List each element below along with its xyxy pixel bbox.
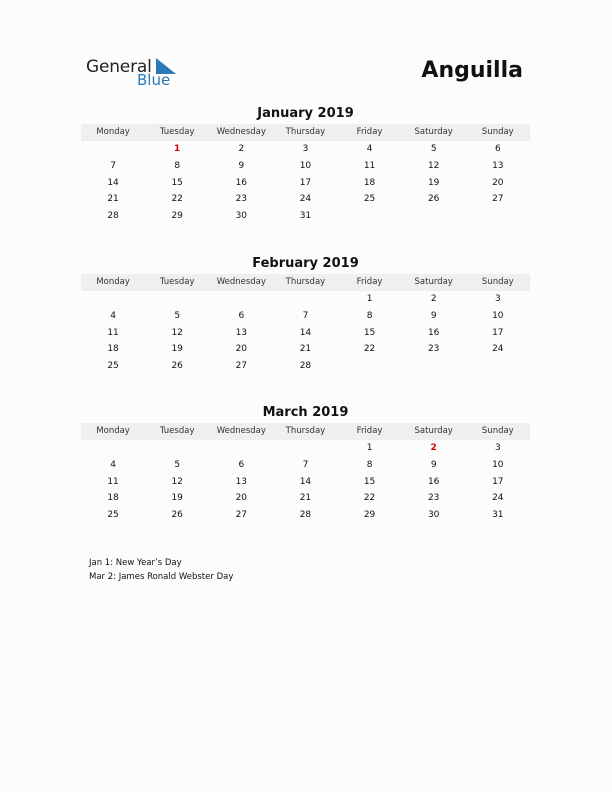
day-cell: 22 (363, 344, 376, 355)
week-row (81, 191, 530, 208)
weekday-label: Sunday (481, 426, 514, 436)
weekday-label: Saturday (414, 127, 453, 137)
month-calendar (81, 255, 530, 375)
day-cell: 27 (492, 194, 504, 205)
day-cell: 21 (107, 194, 119, 205)
week-row (81, 175, 530, 192)
weekday-label: Friday (356, 277, 383, 287)
day-cell: 15 (363, 327, 376, 338)
day-cell: 20 (235, 344, 248, 355)
day-cell: 2 (238, 144, 245, 154)
day-cell: 28 (299, 510, 312, 521)
day-cell (145, 291, 209, 308)
day-cell: 30 (427, 510, 440, 521)
day-cell: 12 (427, 160, 440, 171)
day-cell: 15 (171, 177, 183, 188)
weekday-label: Thursday (285, 426, 326, 436)
holiday-date: 1 (174, 144, 181, 154)
day-cell: 23 (427, 344, 440, 355)
day-cell: 27 (235, 361, 248, 372)
day-cell: 17 (492, 327, 504, 338)
day-cell: 29 (171, 211, 183, 222)
weekday-label: Monday (96, 277, 130, 287)
holiday-notes (89, 556, 233, 584)
weekday-header-row (81, 423, 530, 440)
week-row (81, 158, 530, 175)
day-cell: 13 (492, 160, 504, 171)
day-cell: 8 (174, 160, 181, 171)
day-cell: 7 (302, 310, 309, 321)
weekday-label: Wednesday (216, 426, 266, 436)
day-cell (402, 358, 466, 375)
day-cell: 22 (363, 493, 376, 504)
day-cell (338, 208, 402, 225)
day-cell: 21 (299, 344, 312, 355)
weekday-label: Tuesday (159, 127, 195, 137)
day-cell: 17 (299, 177, 312, 188)
month-title: February 2019 (252, 256, 359, 271)
week-row (81, 341, 530, 358)
day-cell (402, 208, 466, 225)
weekday-label: Thursday (285, 277, 326, 287)
day-cell: 20 (492, 177, 504, 188)
day-cell: 16 (427, 476, 440, 487)
day-cell: 18 (363, 177, 376, 188)
day-cell: 13 (235, 476, 248, 487)
weekday-label: Friday (356, 426, 383, 436)
day-cell: 14 (299, 327, 312, 338)
month-calendar (81, 404, 530, 524)
day-cell: 7 (302, 459, 309, 470)
day-cell: 16 (427, 327, 440, 338)
day-cell: 15 (363, 476, 376, 487)
day-cell (466, 208, 530, 225)
week-row (81, 474, 530, 491)
day-cell: 13 (235, 327, 248, 338)
day-cell (81, 440, 145, 457)
day-cell: 20 (235, 493, 248, 504)
day-cell: 19 (171, 344, 183, 355)
day-cell: 5 (430, 144, 437, 154)
day-cell: 3 (494, 294, 501, 304)
day-cell: 10 (492, 459, 504, 470)
weekday-label: Tuesday (159, 277, 195, 287)
weekday-label: Tuesday (159, 426, 195, 436)
weekday-label: Saturday (414, 426, 453, 436)
day-cell: 26 (171, 510, 183, 521)
week-row (81, 490, 530, 507)
day-cell: 1 (366, 443, 373, 453)
day-cell: 9 (238, 160, 245, 171)
day-cell: 28 (107, 211, 119, 222)
holiday-note: Jan 1: New Year’s Day (89, 558, 182, 568)
day-cell: 31 (492, 510, 504, 521)
day-cell (209, 291, 273, 308)
day-cell: 29 (363, 510, 376, 521)
weekday-header-row (81, 274, 530, 291)
day-cell: 27 (235, 510, 248, 521)
day-cell: 31 (299, 211, 312, 222)
holiday-date: 2 (430, 443, 437, 453)
day-cell: 2 (430, 294, 437, 304)
holiday-note: Mar 2: James Ronald Webster Day (89, 572, 234, 582)
day-cell: 26 (427, 194, 440, 205)
week-row (81, 325, 530, 342)
day-cell: 23 (427, 493, 440, 504)
day-cell: 12 (171, 476, 183, 487)
week-row (81, 358, 530, 375)
weekday-label: Thursday (285, 127, 326, 137)
weekday-label: Monday (96, 426, 130, 436)
day-cell: 17 (492, 476, 504, 487)
day-cell: 8 (366, 310, 373, 321)
week-row (81, 507, 530, 524)
week-row (81, 141, 530, 158)
day-cell: 4 (110, 310, 116, 321)
day-cell: 10 (492, 310, 504, 321)
day-cell: 19 (427, 177, 440, 188)
day-cell (273, 291, 337, 308)
generalblue-logo (86, 54, 186, 94)
country-title: Anguilla (421, 58, 523, 83)
day-cell: 9 (430, 459, 437, 470)
day-cell: 30 (235, 211, 248, 222)
day-cell: 24 (492, 344, 504, 355)
day-cell: 22 (171, 194, 183, 205)
week-row (81, 291, 530, 308)
day-cell: 6 (238, 310, 245, 321)
day-cell: 6 (494, 144, 501, 154)
day-cell: 3 (494, 443, 501, 453)
day-cell: 3 (302, 144, 309, 154)
logo-blue-text: Blue (137, 71, 171, 89)
day-cell: 28 (299, 361, 312, 372)
day-cell: 16 (235, 177, 248, 188)
weekday-label: Sunday (481, 127, 514, 137)
day-cell (145, 440, 209, 457)
week-row (81, 208, 530, 225)
month-title: March 2019 (262, 405, 349, 420)
day-cell: 5 (174, 459, 181, 470)
day-cell: 24 (492, 493, 504, 504)
day-cell (81, 141, 145, 158)
day-cell: 6 (238, 459, 245, 470)
day-cell: 8 (366, 459, 373, 470)
day-cell: 9 (430, 310, 437, 321)
week-row (81, 308, 530, 325)
day-cell: 12 (171, 327, 183, 338)
day-cell: 10 (299, 160, 312, 171)
day-cell: 14 (107, 177, 119, 188)
day-cell: 14 (299, 476, 312, 487)
weekday-label: Monday (96, 127, 130, 137)
day-cell: 25 (363, 194, 376, 205)
day-cell: 24 (299, 194, 312, 205)
day-cell: 19 (171, 493, 183, 504)
day-cell: 11 (107, 327, 119, 338)
day-cell: 11 (107, 476, 119, 487)
day-cell: 11 (363, 160, 376, 171)
day-cell: 23 (235, 194, 248, 205)
weekday-label: Sunday (481, 277, 514, 287)
day-cell (81, 291, 145, 308)
day-cell (466, 358, 530, 375)
month-calendar (81, 105, 530, 225)
day-cell: 4 (110, 459, 116, 470)
week-row (81, 457, 530, 474)
day-cell: 4 (366, 144, 373, 154)
day-cell: 7 (110, 160, 116, 171)
weekday-label: Saturday (414, 277, 453, 287)
day-cell (209, 440, 273, 457)
weekday-header-row (81, 124, 530, 141)
day-cell: 25 (107, 510, 119, 521)
day-cell: 5 (174, 310, 181, 321)
day-cell (273, 440, 337, 457)
logo-general-text: General (86, 57, 152, 77)
day-cell: 18 (107, 493, 119, 504)
day-cell: 18 (107, 344, 119, 355)
day-cell: 21 (299, 493, 312, 504)
day-cell: 25 (107, 361, 119, 372)
week-row (81, 440, 530, 457)
weekday-label: Wednesday (216, 277, 266, 287)
day-cell: 1 (366, 294, 373, 304)
day-cell: 26 (171, 361, 183, 372)
day-cell (338, 358, 402, 375)
month-title: January 2019 (257, 106, 354, 121)
weekday-label: Wednesday (216, 127, 266, 137)
weekday-label: Friday (356, 127, 383, 137)
